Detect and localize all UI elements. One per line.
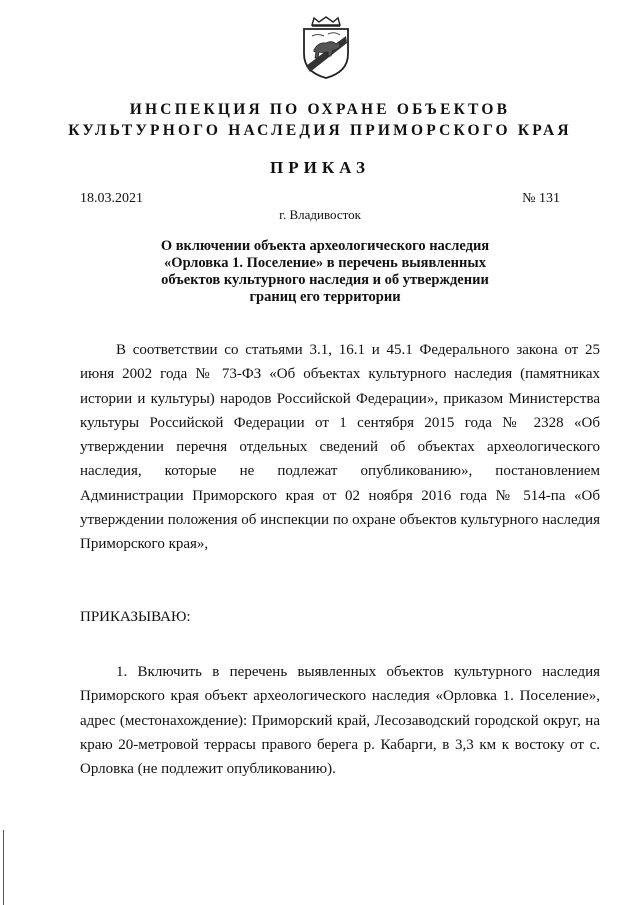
preamble-paragraph: [80, 338, 600, 557]
preamble-text: В соответствии со статьями 3.1, 16.1 и 45.1 Федерального закона от 25 июня 2002 года № 73-ФЗ «Об объектах культурного наследия (памятниках истории и культуры) народов Российской Федерации», приказом Министерства культуры Российской Федерации от 1 сентября 2015 года № 2328 «Об утверждении перечня отдельных сведений об объектах археологического наследия, которые не подлежат опубликованию», постановлением Администрации Приморского края от 02 ноября 2016 года № 514-па «Об утверждении положения об инспекции по охране объектов культурного наследия Приморского края»,: [80, 342, 600, 553]
scan-margin-line: [3, 830, 4, 905]
document-type-title: ПРИКАЗ: [270, 158, 370, 177]
document-date: 18.03.2021: [80, 191, 143, 206]
orders-label: ПРИКАЗЫВАЮ:: [80, 609, 191, 625]
organization-name-line2: КУЛЬТУРНОГО НАСЛЕДИЯ ПРИМОРСКОГО КРАЯ: [68, 122, 572, 139]
item-1-text: 1. Включить в перечень выявленных объектов культурного наследия Приморского края объект археологического наследия «Орловка 1. Поселение», адрес (местонахождение): Приморский край, Лесозаводский городской округ, на краю 20-метровой террасы правого берега р. Кабарги, в 3,3 км к востоку от с. Орловка (не подлежит опубликованию).: [80, 664, 600, 778]
document-number: № 131: [522, 191, 560, 206]
item-1-paragraph: [80, 660, 600, 781]
document-subject: О включении объекта археологического наследия «Орловка 1. Поселение» в перечень выявленных объектов культурного наследия и об утверждении границ его территории: [160, 238, 490, 305]
coat-of-arms-icon: [300, 16, 352, 80]
organization-name-line1: ИНСПЕКЦИЯ ПО ОХРАНЕ ОБЪЕКТОВ: [129, 101, 511, 118]
document-city: г. Владивосток: [279, 207, 361, 222]
